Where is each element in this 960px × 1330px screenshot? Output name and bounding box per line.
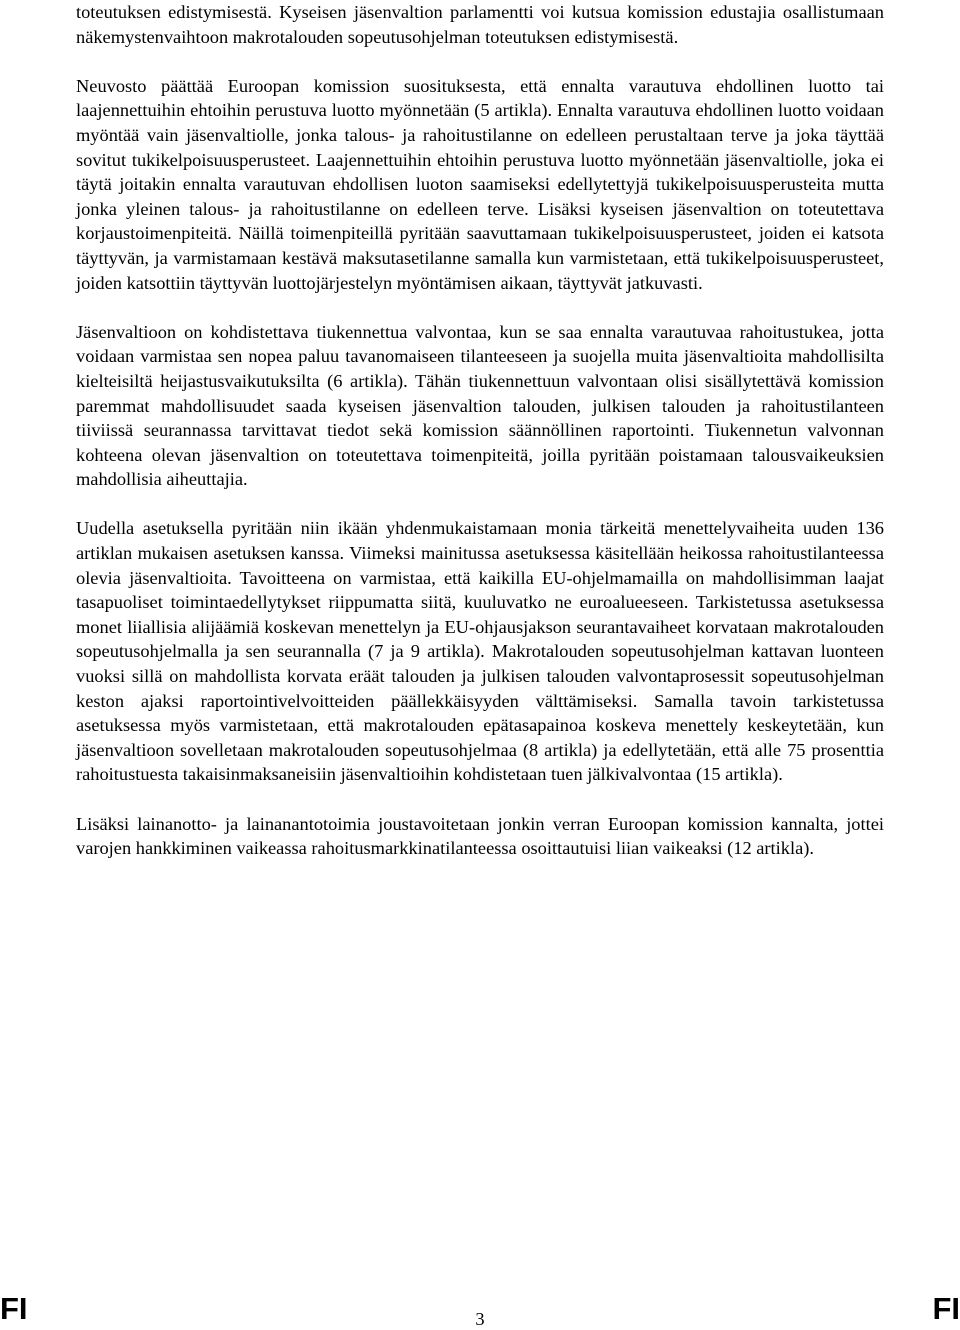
paragraph-gap: [76, 295, 884, 320]
paragraph-2: Neuvosto päättää Euroopan komission suosituksesta, että ennalta varautuva ehdollinen luotto tai laajennettuihin ehtoihin perustuva luotto myönnetään (5 artikla). Ennalta varautuva ehdollinen luotto voidaan myöntää vain jäsenvaltiolle, jonka talous- ja rahoitustilanne on edelleen perustaltaan terve ja joka täyttää sovitut tukikelpoisuusperusteet. Laajennettuihin ehtoihin perustuva luotto myönnetään jäsenvaltiolle, joka ei täytä joitakin ennalta varautuvan ehdollisen luoton saamiseksi edellytettyjä tukikelpoisuusperusteita mutta jonka yleinen talous- ja rahoitustilanne on edelleen terve. Lisäksi kyseisen jäsenvaltion on toteutettava korjaustoimenpiteitä. Näillä toimenpiteillä pyritään saavuttamaan tukikelpoisuusperusteet, joiden ei katsota täyttyvän, ja varmistamaan kestävä maksutasetilanne samalla kun varmistetaan, että tukikelpoisuusperusteet, joiden katsottiin täyttyvän luottojärjestelyn myöntämisen aikaan, täyttyvät jatkuvasti.: [76, 75, 884, 293]
footer-language-right: FI: [932, 1291, 960, 1326]
paragraph-4: Uudella asetuksella pyritään niin ikään yhdenmukaistamaan monia tärkeitä menettelyvaiheita uuden 136 artiklan mukaisen asetuksen kanssa. Viimeksi mainitussa asetuksessa käsitellään heikossa rahoitustilanteessa olevia jäsenvaltioita. Tavoitteena on varmistaa, että kaikilla EU-ohjelmamailla on mahdollisimman laajat tasapuoliset toimintaedellytykset riippumatta siitä, kuuluvatko ne euroalueeseen. Tarkistetussa asetuksessa monet liiallisia alijäämiä koskevan menettelyn ja EU-ohjausjakson seurantavaiheet korvataan makrotalouden sopeutusohjelmalla ja sen seurannalla (7 ja 9 artikla). Makrotalouden sopeutusohjelman kattavan luonteen vuoksi sillä on mahdollista korvata eräät talouden ja julkisen talouden valvontaprosessit sopeutusohjelman keston ajaksi raportointivelvoitteiden päällekkäisyyden välttämiseksi. Samalla tavoin tarkistetussa asetuksessa myös varmistetaan, että makrotalouden epätasapainoa koskeva menettely keskeytetään, kun jäsenvaltioon sovelletaan makrotalouden sopeutusohjelmaa (8 artikla) ja edellytetään, että alle 75 prosenttia rahoitustuesta takaisinmaksaneisiin jäsenvaltioihin kohdistetaan tuen jälkivalvontaa (15 artikla).: [76, 518, 884, 785]
paragraph-gap: [76, 492, 884, 517]
page-number: 3: [475, 1309, 485, 1329]
paragraph-1: toteutuksen edistymisestä. Kyseisen jäsenvaltion parlamentti voi kutsua komission edustajia osallistumaan näkemystenvaihtoon makrotalouden sopeutusohjelman toteutuksen edistymisestä.: [76, 2, 884, 47]
paragraph-gap: [76, 49, 884, 74]
paragraph-5: Lisäksi lainanotto- ja lainanantotoimia joustavoitetaan jonkin verran Euroopan komission kannalta, jottei varojen hankkiminen vaikeassa rahoitusmarkkinatilanteessa osoittautuisi liian vaikeaksi (12 artikla).: [76, 813, 884, 859]
document-body: [76, 0, 884, 861]
footer-language-left: FI: [0, 1291, 28, 1326]
paragraph-gap: [76, 787, 884, 812]
paragraph-3: Jäsenvaltioon on kohdistettava tiukennettua valvontaa, kun se saa ennalta varautuvaa rahoitustukea, jotta voidaan varmistaa sen nopea paluu tavanomaiseen tilanteeseen ja suojella muita jäsenvaltioita mahdollisilta kielteisiltä heijastusvaikutuksilta (6 artikla). Tähän tiukennettuun valvontaan olisi sisällytettävä komission paremmat mahdollisuudet saada kyseisen jäsenvaltion talouden, julkisen talouden ja rahoitustilanteen tiiviissä seurannassa tarvittavat tiedot sekä komission säännöllinen raportointi. Tiukennetun valvonnan kohteena olevan jäsenvaltion on toteutettava toimenpiteitä, joilla pyritään poistamaan talousvaikeuksien mahdollisia aiheuttajia.: [76, 321, 884, 490]
